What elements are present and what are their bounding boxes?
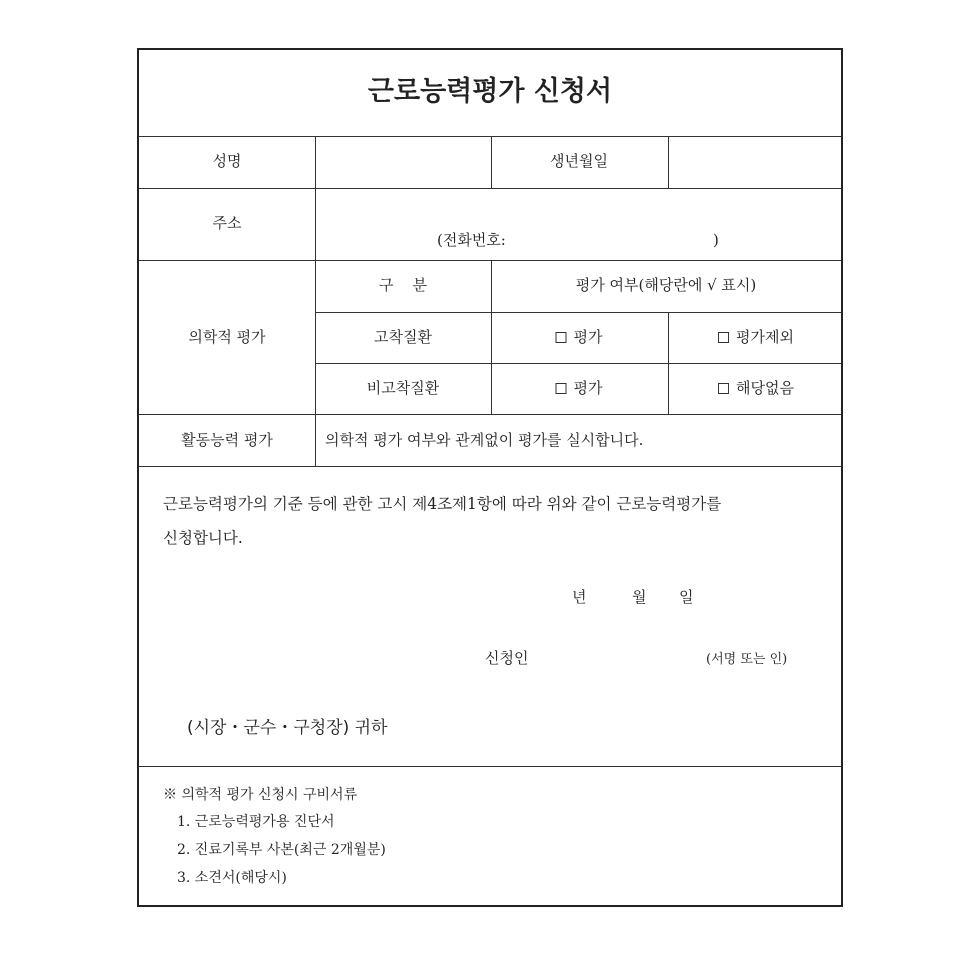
signature-note: (서명 또는 인): [706, 652, 788, 667]
document-item: 1. 근로능력평가용 진단서: [177, 814, 335, 830]
addressee: (시장・군수・구청장) 귀하: [187, 718, 388, 738]
category-header: 구 분: [378, 276, 428, 294]
divider: [315, 312, 841, 313]
document-item: 3. 소견서(해당시): [177, 870, 287, 886]
option-label: 평가제외: [736, 328, 794, 346]
divider: [315, 363, 841, 364]
statement-line-1: 근로능력평가의 기준 등에 관한 고시 제4조제1항에 따라 위와 같이 근로능력평가를: [163, 495, 722, 513]
name-label: 성명: [212, 152, 242, 170]
divider: [139, 466, 841, 467]
document-item: 2. 진료기록부 사본(최근 2개월분): [177, 842, 386, 858]
applicant-signature-field[interactable]: [539, 640, 699, 672]
fixed-disease-label: 고착질환: [374, 328, 432, 346]
option-label: 평가: [573, 328, 603, 346]
activity-evaluation-label: 활동능력 평가: [181, 431, 273, 449]
birth-date-field[interactable]: [669, 137, 841, 188]
date-day: 일: [679, 588, 694, 606]
medical-evaluation-label: 의학적 평가: [188, 328, 266, 346]
applicant-label: 신청인: [485, 649, 529, 667]
divider: [491, 136, 492, 188]
fixed-exclude-option[interactable]: [718, 330, 794, 345]
divider: [139, 414, 841, 415]
non-fixed-disease-label: 비고착질환: [366, 379, 440, 397]
name-field[interactable]: [316, 137, 491, 188]
checkbox-icon[interactable]: [718, 332, 729, 343]
checkbox-icon[interactable]: [556, 332, 567, 343]
checkbox-icon[interactable]: [556, 383, 567, 394]
non-fixed-evaluate-option[interactable]: [556, 381, 603, 396]
option-label: 평가: [573, 379, 603, 397]
address-field[interactable]: [316, 189, 841, 260]
checkbox-icon[interactable]: [718, 383, 729, 394]
divider: [139, 260, 841, 261]
phone-label: (전화번호:: [437, 231, 506, 249]
option-label: 해당없음: [736, 379, 794, 397]
documents-heading: ※ 의학적 평가 신청시 구비서류: [163, 787, 358, 803]
application-form: [137, 48, 843, 907]
statement-line-2: 신청합니다.: [163, 529, 243, 547]
date-month: 월: [632, 588, 647, 606]
form-title: 근로능력평가 신청서: [367, 76, 613, 107]
divider: [668, 312, 669, 414]
birth-date-label: 생년월일: [550, 152, 608, 170]
divider: [139, 766, 841, 767]
divider: [491, 260, 492, 414]
activity-evaluation-text: 의학적 평가 여부와 관계없이 평가를 실시합니다.: [325, 431, 644, 449]
fixed-evaluate-option[interactable]: [556, 330, 603, 345]
non-fixed-na-option[interactable]: [718, 381, 794, 396]
address-label: 주소: [212, 214, 242, 232]
phone-close-paren: ): [713, 231, 719, 249]
date-year: 년: [572, 588, 587, 606]
evaluation-status-header: 평가 여부(해당란에 √ 표시): [575, 276, 757, 294]
